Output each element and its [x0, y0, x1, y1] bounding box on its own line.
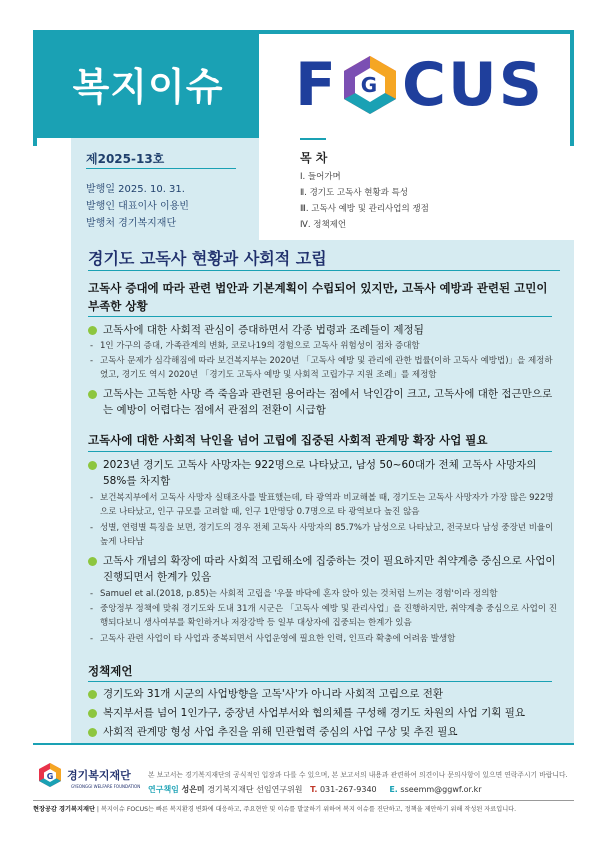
- bullet-text: 고독사에 대한 사회적 관심이 증대하면서 각종 법령과 조례들이 제정됨: [103, 324, 424, 336]
- bullet-text: 경기도와 31개 시군의 사업방향을 고독'사'가 아니라 사회적 고립으로 전환: [103, 688, 443, 700]
- contact-email[interactable]: sseemm@ggwf.or.kr: [400, 785, 482, 794]
- summary-title-divider: [88, 270, 560, 271]
- issue-date: 발행일 2025. 10. 31.: [86, 184, 185, 195]
- foundation-logo-icon: [37, 762, 63, 788]
- toc-item-label: 정책제언: [313, 220, 347, 230]
- bullet-dot-icon: [88, 326, 97, 335]
- email-label: E.: [389, 785, 398, 794]
- issue-office: 발행처 경기복지재단: [86, 218, 177, 229]
- toc-item-label: 고독사 예방 및 관리사업의 쟁점: [311, 204, 429, 214]
- bottom-divider: [33, 800, 574, 801]
- issue-number: 제2025-13호: [86, 152, 165, 166]
- svg-text:G: G: [46, 772, 54, 781]
- bullet-dot-icon: [88, 390, 97, 399]
- dash-item: - 보건복지부에서 고독사 사망자 실태조사를 발표했는데, 타 광역과 비교해볼 때, 경기도는 고독사 사망자가 가장 많은 922명으로 나타났고, 인구 규모를 고려할 때, 인구 1만명당 0.7명으로 타 광역보다 높진 않음: [90, 492, 558, 519]
- bullet-item: [88, 322, 558, 338]
- header-frame-right: [570, 30, 574, 146]
- toc-item-label: 들어가며: [307, 172, 341, 182]
- toc-item[interactable]: [300, 170, 341, 182]
- toc-item-num: Ⅳ.: [300, 220, 311, 230]
- svg-text:G: G: [360, 73, 380, 97]
- bullet-item: [88, 457, 558, 489]
- toc-title: 목 차: [300, 151, 328, 165]
- focus-letters-cus: CUS: [402, 50, 544, 120]
- bullet-item: [88, 705, 558, 721]
- bottom-brand: 현장공감 경기복지재단: [33, 806, 95, 813]
- section2-heading: 고독사에 대한 사회적 낙인을 넘어 고립에 집중된 사회적 관계망 확장 사업 필요: [88, 433, 488, 447]
- dash-text: 중앙정부 정책에 맞춰 경기도와 도내 31개 시군은 「고독사 예방 및 관리사업」을 진행하지만, 취약계층 중심으로 사업이 진행되다보니 생사여부를 확인하거나 저장강박 등 일부 대상자에 집중되는 한계가 있음: [100, 604, 557, 628]
- bullet-dot-icon: [88, 461, 97, 470]
- section3-divider: [88, 681, 552, 682]
- bullet-dot-icon: [88, 690, 97, 699]
- dash-text: Samuel et al.(2018, p.85)는 사회적 고립을 '우물 바닥에 혼자 앉아 있는 것처럼 느끼는 경험'이라 정의함: [100, 589, 498, 599]
- phone-label: T.: [310, 785, 318, 794]
- bullet-dot-icon: [88, 728, 97, 737]
- dash-item: - 중앙정부 정책에 맞춰 경기도와 도내 31개 시군은 「고독사 예방 및 관리사업」을 진행하지만, 취약계층 중심으로 사업이 진행되다보니 생사여부를 확인하거나 저장강박 등 일부 대상자에 집중되는 한계가 있음: [90, 603, 558, 630]
- dash-item: - 고독사 문제가 심각해짐에 따라 보건복지부는 2020년 「고독사 예방 및 관리에 관한 법률(이하 고독사 예방법)」을 제정하였고, 경기도 역시 2020년 「경기도 고독사 예방 및 사회적 고립가구 지원 조례」를 제정함: [90, 355, 558, 382]
- dash-item: - Samuel et al.(2018, p.85)는 사회적 고립을 '우물 바닥에 혼자 앉아 있는 것처럼 느끼는 경험'이라 정의함: [90, 588, 558, 602]
- section1-divider: [88, 316, 552, 317]
- bullet-text: 2023년 경기도 고독사 사망자는 922명으로 나타났고, 남성 50~60대가 전체 고독사 사망자의 58%를 차지함: [103, 459, 537, 487]
- summary-title: 경기도 고독사 현황과 사회적 고립: [88, 249, 327, 268]
- bullet-item: [88, 553, 558, 585]
- bullet-text: 고독사는 고독한 사망 즉 죽음과 관련된 용어라는 점에서 낙인감이 크고, 고독사에 대한 접근만으로는 예방이 어렵다는 점에서 관점의 전환이 시급함: [103, 388, 553, 416]
- bottom-statement: [33, 804, 516, 813]
- bottom-text: | 복지이슈 FOCUS는 빠른 복지환경 변화에 대응하고, 주요현안 및 이슈를 발굴하기 위하여 복지 이슈를 진단하고, 정책을 제안하기 위해 작성된 자료입니다.: [96, 806, 517, 813]
- dash-text: 성별, 연령별 특징을 보면, 경기도의 경우 전체 고독사 사망자의 85.7%가 남성으로 나타났고, 전국보다 남성 중장년 비율이 높게 나타남: [100, 523, 554, 547]
- issue-publisher: 발행인 대표이사 이용빈: [86, 201, 189, 212]
- focus-letter-f: F: [295, 50, 338, 120]
- toc-item[interactable]: [300, 202, 429, 214]
- toc-accent-line: [300, 138, 326, 140]
- footer-contact: [148, 784, 482, 795]
- bullet-dot-icon: [88, 709, 97, 718]
- dash-text: 고독사 문제가 심각해짐에 따라 보건복지부는 2020년 「고독사 예방 및 관리에 관한 법률(이하 고독사 예방법)」을 제정하였고, 경기도 역시 2020년 「경기도 고독사 예방 및 사회적 고립가구 지원 조례」를 제정함: [100, 356, 553, 380]
- bullet-text: 복지부서를 넘어 1인가구, 중장년 사업부서와 협의체를 구성해 경기도 차원의 사업 기획 필요: [103, 707, 526, 719]
- bullet-item: [88, 386, 558, 418]
- bullet-dot-icon: [88, 557, 97, 566]
- toc-item-num: Ⅰ.: [300, 172, 306, 182]
- toc-item-label: 경기도 고독사 현황과 특성: [309, 188, 409, 198]
- dash-text: 고독사 관련 사업이 타 사업과 중복되면서 사업운영에 필요한 인력, 인프라 확충에 어려움 발생함: [100, 634, 456, 644]
- section3-heading: 정책제언: [88, 664, 133, 678]
- bullet-item: [88, 724, 558, 740]
- bullet-item: [88, 686, 558, 702]
- focus-hexagon-icon: [342, 54, 398, 116]
- toc-item-num: Ⅱ.: [300, 188, 307, 198]
- dash-text: 보건복지부에서 고독사 사망자 실태조사를 발표했는데, 타 광역과 비교해볼 때, 경기도는 고독사 사망자가 가장 많은 922명으로 나타났고, 인구 규모를 고려할 때, 인구 1만명당 0.7명으로 타 광역보다 높진 않음: [100, 493, 554, 517]
- foundation-name-en: GYEONGGI WELFARE FOUNDATION: [71, 784, 141, 789]
- contact-label: 연구책임: [148, 785, 179, 794]
- toc-item[interactable]: [300, 186, 408, 198]
- contact-name: 성은미: [181, 785, 205, 794]
- toc-item[interactable]: [300, 218, 346, 230]
- footer-note: 본 보고서는 경기복지재단의 공식적인 입장과 다를 수 있으며, 본 보고서의 내용과 관련하여 의견이나 문의사항이 있으면 연락주시기 바랍니다.: [148, 771, 568, 779]
- bullet-text: 사회적 관계망 형성 사업 추진을 위해 민관협력 중심의 사업 구상 및 추진 필요: [103, 726, 458, 738]
- dash-item: - 1인 가구의 증대, 가족관계의 변화, 코로나19의 경험으로 고독사 위험성이 점차 증대함: [90, 340, 558, 354]
- focus-logo: [295, 50, 544, 120]
- section2-divider: [88, 451, 552, 452]
- bullet-text: 고독사 개념의 확장에 따라 사회적 고립해소에 집중하는 것이 필요하지만 취약계층 중심으로 사업이 진행되면서 한계가 있음: [103, 555, 556, 583]
- dash-item: - 고독사 관련 사업이 타 사업과 중복되면서 사업운영에 필요한 인력, 인프라 확충에 어려움 발생함: [90, 633, 558, 647]
- footer-divider: [33, 743, 574, 745]
- contact-phone[interactable]: 031-267-9340: [319, 785, 377, 794]
- dash-item: - 성별, 연령별 특징을 보면, 경기도의 경우 전체 고독사 사망자의 85.7%가 남성으로 나타났고, 전국보다 남성 중장년 비율이 높게 나타남: [90, 522, 558, 549]
- foundation-name: 경기복지재단: [67, 769, 131, 782]
- contact-role: 경기복지재단 선임연구위원: [207, 785, 303, 794]
- toc-item-num: Ⅲ.: [300, 204, 309, 214]
- issue-divider: [86, 168, 236, 169]
- section1-heading: 고독사 증대에 따라 관련 법안과 기본계획이 수립되어 있지만, 고독사 예방과 관련된 고민이 부족한 상황: [88, 281, 548, 313]
- dash-text: 1인 가구의 증대, 가족관계의 변화, 코로나19의 경험으로 고독사 위험성이 점차 증대함: [100, 341, 420, 351]
- publication-title: 복지이슈: [72, 64, 224, 109]
